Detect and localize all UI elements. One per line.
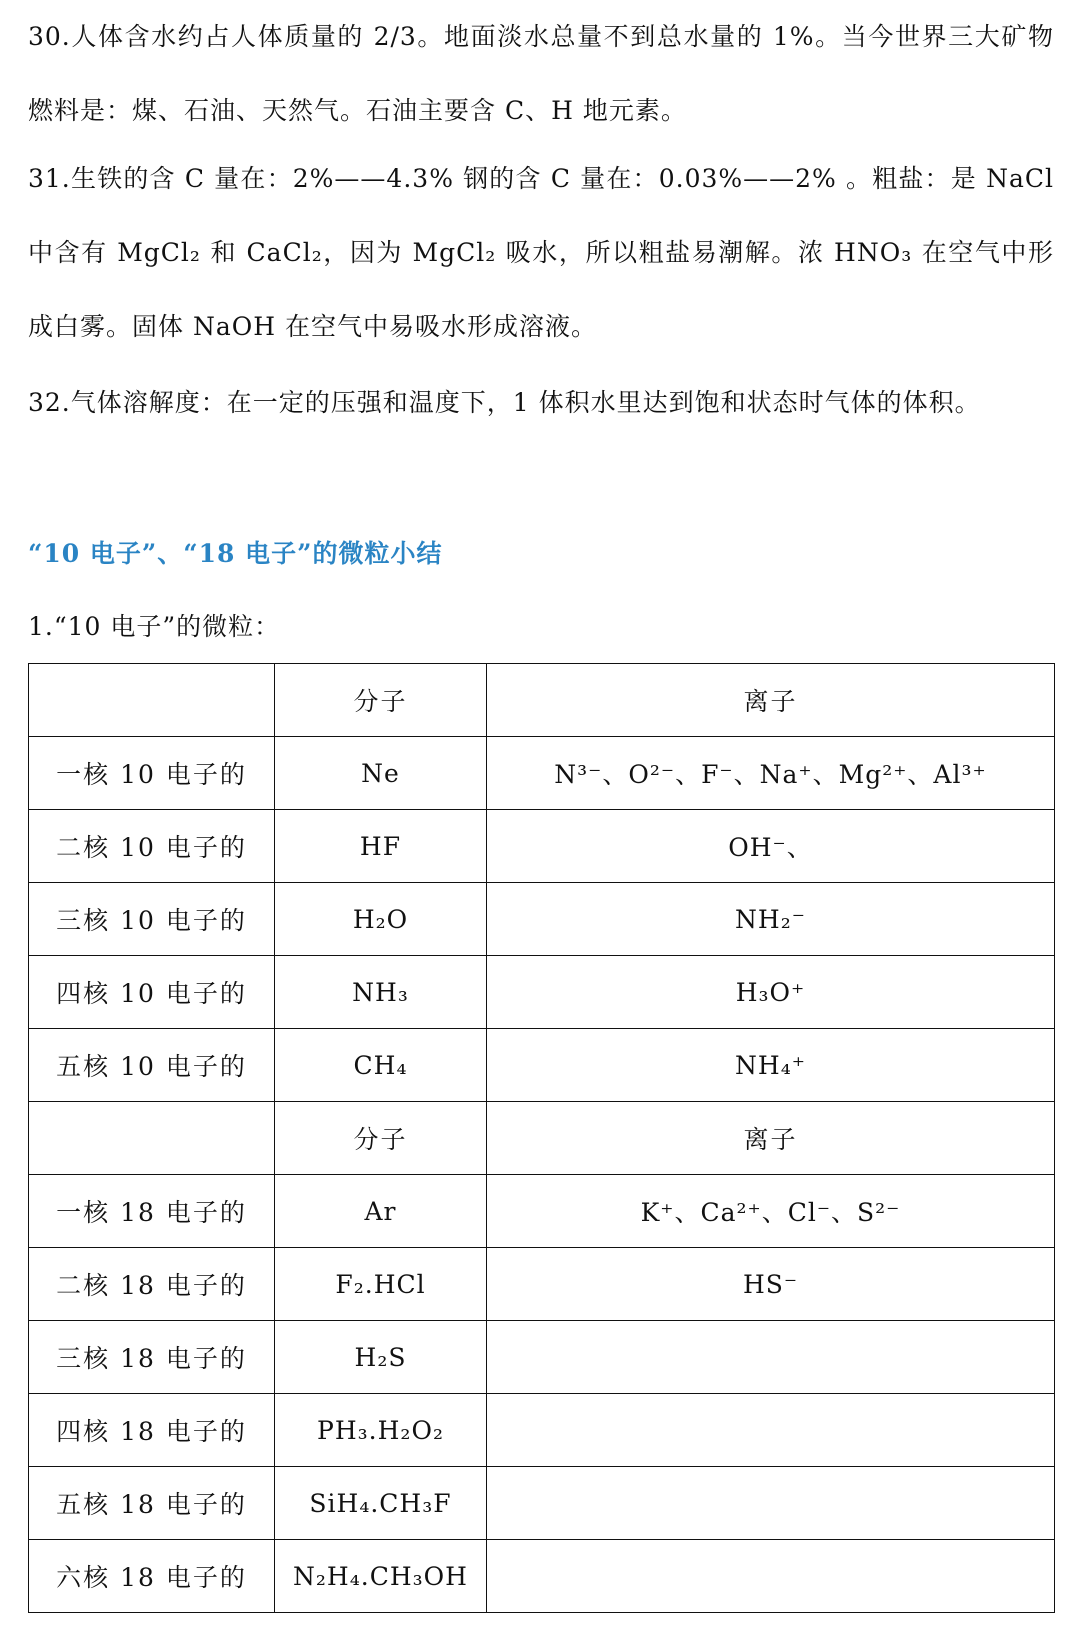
table-header-row-18: [29, 1102, 1055, 1175]
ion-cell: OH⁻、: [487, 810, 1055, 883]
table-row: [29, 1467, 1055, 1540]
paragraph-30: 30.人体含水约占人体质量的 2/3。地面淡水总量不到总水量的 1%。当今世界三大矿物燃料是：煤、石油、天然气。石油主要含 C、H 地元素。: [28, 22, 1054, 125]
table-row: [29, 737, 1055, 810]
header-cell-ion: 离子: [487, 664, 1055, 737]
row-label: 二核 18 电子的: [29, 1248, 275, 1321]
row-label: 三核 10 电子的: [29, 883, 275, 956]
molecule-cell: Ne: [275, 737, 487, 810]
row-label: 三核 18 电子的: [29, 1321, 275, 1394]
header-cell-molecule: 分子: [275, 664, 487, 737]
molecule-cell: Ar: [275, 1175, 487, 1248]
row-label: 一核 10 电子的: [29, 737, 275, 810]
ion-cell: NH₄⁺: [487, 1029, 1055, 1102]
table-row: [29, 1540, 1055, 1613]
row-label: 一核 18 电子的: [29, 1175, 275, 1248]
table-row: [29, 1029, 1055, 1102]
ion-cell: K⁺、Ca²⁺、Cl⁻、S²⁻: [487, 1175, 1055, 1248]
table-row: [29, 1248, 1055, 1321]
row-label: 五核 18 电子的: [29, 1467, 275, 1540]
ion-cell: NH₂⁻: [487, 883, 1055, 956]
molecule-cell: CH₄: [275, 1029, 487, 1102]
molecule-cell: H₂O: [275, 883, 487, 956]
table-row: [29, 883, 1055, 956]
table-header-row-10: [29, 664, 1055, 737]
paragraph-31: 31.生铁的含 C 量在：2%——4.3% 钢的含 C 量在：0.03%——2% 。粗盐：是 NaCl 中含有 MgCl₂ 和 CaCl₂，因为 MgCl₂ 吸水，所以粗盐易潮解。浓 HNO₃ 在空气中形成白雾。固体 NaOH 在空气中易吸水形成溶液。: [28, 164, 1054, 341]
ion-cell: [487, 1394, 1055, 1467]
ion-cell: [487, 1321, 1055, 1394]
row-label: 五核 10 电子的: [29, 1029, 275, 1102]
molecule-cell: PH₃.H₂O₂: [275, 1394, 487, 1467]
header-cell-molecule: 分子: [275, 1102, 487, 1175]
row-label: 二核 10 电子的: [29, 810, 275, 883]
molecule-cell: F₂.HCl: [275, 1248, 487, 1321]
ion-cell: HS⁻: [487, 1248, 1055, 1321]
header-cell-ion: 离子: [487, 1102, 1055, 1175]
molecule-cell: H₂S: [275, 1321, 487, 1394]
row-label: 六核 18 电子的: [29, 1540, 275, 1613]
ion-cell: H₃O⁺: [487, 956, 1055, 1029]
section-heading: “10 电子”、“18 电子”的微粒小结: [28, 539, 443, 568]
paragraph-32: 32.气体溶解度：在一定的压强和温度下，1 体积水里达到饱和状态时气体的体积。: [28, 388, 981, 417]
header-cell-empty: [29, 664, 275, 737]
molecule-cell: SiH₄.CH₃F: [275, 1467, 487, 1540]
molecule-cell: NH₃: [275, 956, 487, 1029]
row-label: 四核 18 电子的: [29, 1394, 275, 1467]
row-label: 四核 10 电子的: [29, 956, 275, 1029]
table-row: [29, 1175, 1055, 1248]
ion-cell: N³⁻、O²⁻、F⁻、Na⁺、Mg²⁺、Al³⁺: [487, 737, 1055, 810]
molecule-cell: HF: [275, 810, 487, 883]
molecule-cell: N₂H₄.CH₃OH: [275, 1540, 487, 1613]
table-row: [29, 1394, 1055, 1467]
table-row: [29, 956, 1055, 1029]
table-row: [29, 810, 1055, 883]
subheading: 1.“10 电子”的微粒：: [28, 612, 281, 641]
header-cell-empty: [29, 1102, 275, 1175]
ion-cell: [487, 1540, 1055, 1613]
electron-particles-table: [28, 663, 1055, 1613]
table-row: [29, 1321, 1055, 1394]
ion-cell: [487, 1467, 1055, 1540]
